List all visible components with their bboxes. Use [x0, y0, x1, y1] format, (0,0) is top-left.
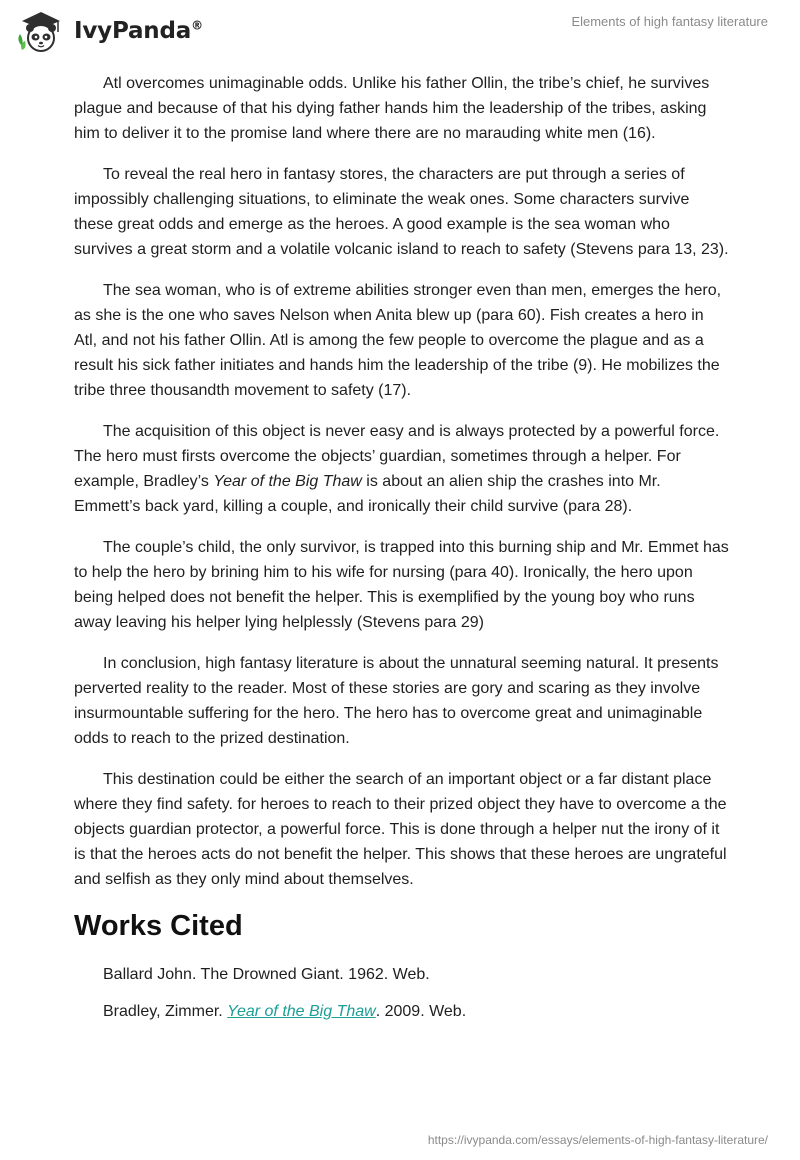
document-title: Elements of high fantasy literature — [571, 14, 768, 29]
paragraph-2: To reveal the real hero in fantasy stores, the characters are put through a series of impossibly challenging situations, to eliminate the weak ones. Some characters survive these great odds and emerge as the heroes. A good example is the sea woman who survives a great storm and a volatile volcanic island to reach to safety (Stevens para 13, 23). — [74, 166, 729, 258]
paragraph-5: The couple’s child, the only survivor, is trapped into this burning ship and Mr. Emmet has to help the hero by brining him to his wife for nursing (para 40). Ironically, the hero upon being helped does not benefit the helper. This is exemplified by the young boy who runs away leaving his helper lying helplessly (Stevens para 29) — [74, 539, 729, 631]
citation-1: Ballard John. The Drowned Giant. 1962. Web. — [103, 966, 430, 983]
header — [0, 0, 800, 64]
citation-link[interactable]: Year of the Big Thaw — [227, 1003, 376, 1020]
brand-name: IvyPanda® — [74, 18, 203, 44]
book-title: Year of the Big Thaw — [213, 473, 362, 490]
panda-graduate-icon — [14, 8, 68, 54]
essay-body — [74, 71, 730, 1036]
works-cited-heading: Works Cited — [74, 910, 243, 942]
citation-2: Bradley, Zimmer. Year of the Big Thaw. 2009. Web. — [103, 1003, 467, 1020]
footer-url[interactable]: https://ivypanda.com/essays/elements-of-high-fantasy-literature/ — [427, 1133, 768, 1147]
paragraph-6: In conclusion, high fantasy literature is about the unnatural seeming natural. It presents perverted reality to the reader. Most of these stories are gory and scaring as they involve insurmountable suffering for the hero. The hero has to overcome great and unimaginable odds to reach to the prized destination. — [74, 655, 719, 747]
paragraph-3: The sea woman, who is of extreme abilities stronger even than men, emerges the hero, as she is the one who saves Nelson when Anita blew up (para 60). Fish creates a hero in Atl, and not his father Ollin. Atl is among the few people to overcome the plague and as a result his sick father initiates and hands him the leadership of the tribe (9). He mobilizes the tribe three thousandth movement to safety (17). — [74, 282, 722, 399]
paragraph-1: Atl overcomes unimaginable odds. Unlike his father Ollin, the tribe’s chief, he survives plague and because of that his dying father hands him the leadership of the tribes, asking him to deliver it to the promise land where there are no marauding white men (16). — [74, 75, 710, 142]
ivypanda-logo[interactable] — [14, 8, 203, 54]
paragraph-4: The acquisition of this object is never easy and is always protected by a powerful force. The hero must firsts overcome the objects’ guardian, sometimes through a helper. For example, Bradley’s Year of the Big Thaw is about an alien ship the crashes into Mr. Emmett’s back yard, killing a couple, and ironically their child survive (para 28). — [74, 423, 720, 515]
paragraph-7: This destination could be either the search of an important object or a far distant place where they find safety. for heroes to reach to their prized object they have to overcome a the objects guardian protector, a powerful force. This is done through a helper nut the irony of it is that the heroes acts do not benefit the helper. This shows that these heroes are ungrateful and selfish as they only mind about themselves. — [74, 771, 727, 888]
